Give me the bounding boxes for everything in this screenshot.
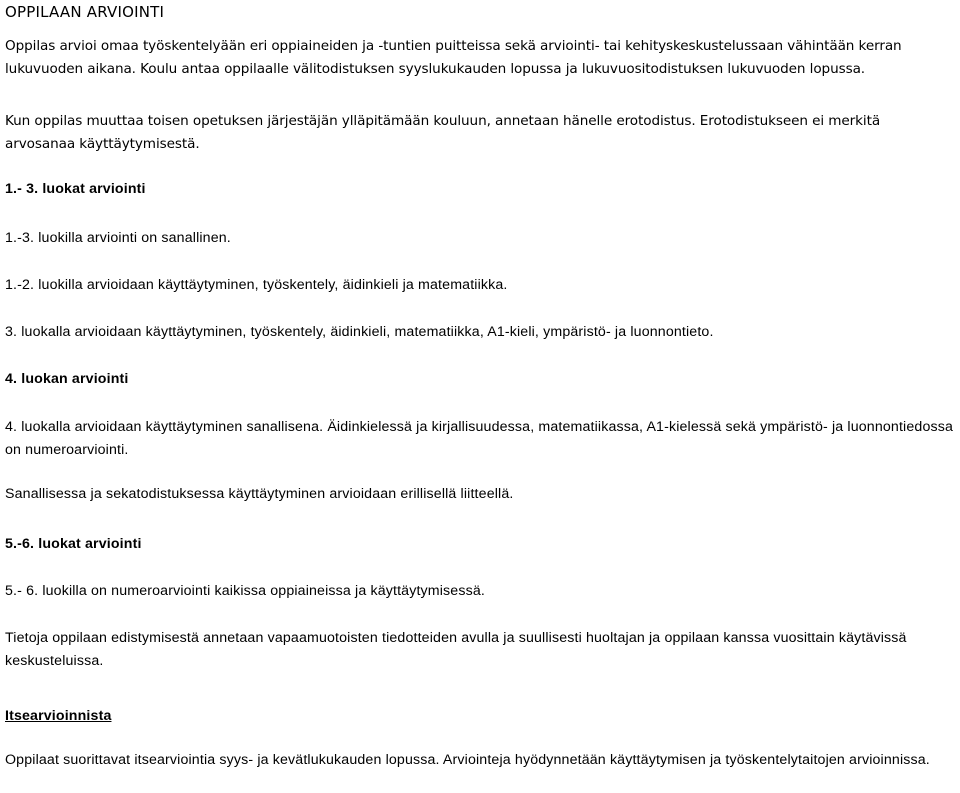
section-1-3-paragraph-3: 3. luokalla arvioidaan käyttäytyminen, työskentely, äidinkieli, matematiikka, A1-kieli, ympäristö- ja luonnontieto. [5,324,714,340]
section-5-6-heading: 5.-6. luokat arviointi [5,536,142,552]
intro-paragraph-1: Oppilas arvioi omaa työskentelyään eri oppiaineiden ja -tuntien puitteissa sekä arviointi- tai kehityskeskustelussaan vähintään kerran lukuvuoden aikana. Koulu antaa oppilaalle välitodistuksen syyslukukauden lopussa ja lukuvuositodistuksen lukuvuoden lopussa. [5,38,902,77]
page-title: OPPILAAN ARVIOINTI [5,3,165,21]
section-1-3-paragraph-1: 1.-3. luokilla arviointi on sanallinen. [5,230,231,246]
section-4-heading: 4. luokan arviointi [5,371,129,387]
section-4-paragraph-1: 4. luokalla arvioidaan käyttäytyminen sanallisena. Äidinkielessä ja kirjallisuudessa, matematiikassa, A1-kielessä sekä ympäristö- ja luonnontiedossa on numeroarviointi. [5,419,954,458]
section-1-3-heading: 1.- 3. luokat arviointi [5,181,146,197]
section-5-6-paragraph-1: 5.- 6. luokilla on numeroarviointi kaikissa oppiaineissa ja käyttäytymisessä. [5,583,485,599]
section-5-6-paragraph-2: Tietoja oppilaan edistymisestä annetaan vapaamuotoisten tiedotteiden avulla ja suullisesti huoltajan ja oppilaan kanssa vuosittain käytävissä keskusteluissa. [5,630,907,669]
intro-paragraph-2: Kun oppilas muuttaa toisen opetuksen järjestäjän ylläpitämään kouluun, annetaan hänelle erotodistus. Erotodistukseen ei merkitä arvosanaa käyttäytymisestä. [5,113,881,152]
section-1-3-paragraph-2: 1.-2. luokilla arvioidaan käyttäytyminen, työskentely, äidinkieli ja matematiikka. [5,277,508,293]
self-assessment-paragraph: Oppilaat suorittavat itsearviointia syys- ja kevätlukukauden lopussa. Arviointeja hyödynnetään käyttäytymisen ja työskentelytaitojen arvioinnissa. [5,752,930,768]
self-assessment-heading: Itsearvioinnista [5,708,112,724]
section-4-paragraph-2: Sanallisessa ja sekatodistuksessa käyttäytyminen arvioidaan erillisellä liitteellä. [5,486,514,502]
